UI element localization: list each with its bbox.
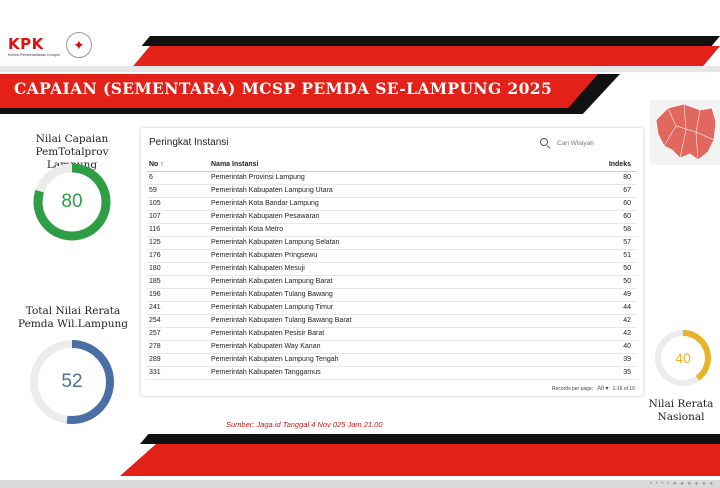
footer-red-stripe — [120, 444, 720, 476]
cell-name: Pemerintah Kabupaten Tulang Bawang Barat — [211, 314, 577, 327]
page-title: CAPAIAN (SEMENTARA) MCSP PEMDA SE-LAMPUNG 2025 — [14, 79, 553, 98]
cell-name: Pemerintah Kabupaten Pesawaran — [211, 210, 577, 223]
table-row[interactable] — [147, 171, 637, 184]
table-row[interactable] — [147, 301, 637, 314]
cell-no: 185 — [147, 275, 211, 288]
kpi-rerata-gauge — [28, 338, 116, 426]
cell-name: Pemerintah Kota Metro — [211, 223, 577, 236]
cell-name: Pemerintah Kota Bandar Lampung — [211, 197, 577, 210]
kpi-prov-gauge — [32, 162, 112, 242]
cell-index: 50 — [577, 262, 637, 275]
records-range: 1-16 of 16 — [612, 385, 635, 392]
cell-index: 50 — [577, 275, 637, 288]
cell-no: 105 — [147, 197, 211, 210]
cell-no: 107 — [147, 210, 211, 223]
cell-index: 51 — [577, 249, 637, 262]
kpk-logo — [8, 36, 92, 58]
cell-index: 39 — [577, 353, 637, 366]
cell-index: 42 — [577, 314, 637, 327]
cell-index: 44 — [577, 301, 637, 314]
column-header-name[interactable]: Nama Instansi — [211, 159, 577, 171]
cell-no: 278 — [147, 340, 211, 353]
table-row[interactable] — [147, 314, 637, 327]
search-box[interactable] — [539, 135, 635, 151]
table-row[interactable] — [147, 366, 637, 379]
cell-index: 42 — [577, 327, 637, 340]
cell-name: Pemerintah Kabupaten Mesuji — [211, 262, 577, 275]
cell-no: 176 — [147, 249, 211, 262]
cell-index: 57 — [577, 236, 637, 249]
pagination-dots: • • • • ● ● ● ● ● ● — [649, 481, 714, 487]
cell-no: 116 — [147, 223, 211, 236]
kpi-nasional-label: Nilai Rerata Nasional — [648, 398, 714, 423]
kpi-nasional-gauge — [653, 328, 713, 388]
caret-down-icon: ▾ — [605, 386, 609, 392]
table-row[interactable] — [147, 223, 637, 236]
table-row[interactable] — [147, 275, 637, 288]
cell-name: Pemerintah Kabupaten Pringsewu — [211, 249, 577, 262]
header-black-stripe — [142, 36, 720, 46]
ranking-table-card — [141, 128, 643, 396]
kpi-prov-label: Nilai Capaian PemTotalprov Lampung — [35, 133, 109, 171]
cell-no: 180 — [147, 262, 211, 275]
table-row[interactable] — [147, 197, 637, 210]
records-per-page-select[interactable] — [597, 385, 608, 392]
header-gray-stripe — [0, 66, 720, 72]
kpk-logo-subtext: Komisi Pemberantasan Korupsi — [8, 53, 60, 57]
cell-name: Pemerintah Kabupaten Tanggamus — [211, 366, 577, 379]
cell-name: Pemerintah Kabupaten Lampung Selatan — [211, 236, 577, 249]
table-row[interactable] — [147, 210, 637, 223]
cell-index: 60 — [577, 197, 637, 210]
kpk-logo-text: KPK — [8, 35, 44, 53]
records-per-page-value: All — [597, 386, 604, 392]
table-row[interactable] — [147, 288, 637, 301]
kpi-prov-value: 80 — [61, 191, 83, 212]
kpi-nasional-value: 40 — [675, 350, 691, 366]
cell-name: Pemerintah Kabupaten Lampung Timur — [211, 301, 577, 314]
cell-index: 80 — [577, 171, 637, 184]
column-header-index[interactable]: Indeks — [577, 159, 637, 171]
cell-index: 49 — [577, 288, 637, 301]
search-input[interactable] — [557, 140, 627, 147]
pagination — [552, 385, 635, 392]
cell-name: Pemerintah Kabupaten Way Kanan — [211, 340, 577, 353]
cell-index: 58 — [577, 223, 637, 236]
column-header-no[interactable]: No ↑ — [147, 159, 211, 171]
table-row[interactable] — [147, 262, 637, 275]
cell-name: Pemerintah Kabupaten Lampung Tengah — [211, 353, 577, 366]
cell-name: Pemerintah Provinsi Lampung — [211, 171, 577, 184]
lampung-map-icon — [650, 100, 720, 165]
cell-index: 60 — [577, 210, 637, 223]
cell-name: Pemerintah Kabupaten Lampung Utara — [211, 184, 577, 197]
kpi-rerata-value: 52 — [61, 371, 83, 392]
cell-no: 196 — [147, 288, 211, 301]
footer-black-stripe — [140, 434, 720, 444]
cell-index: 40 — [577, 340, 637, 353]
table-header-row — [147, 159, 637, 171]
cell-no: 257 — [147, 327, 211, 340]
header-red-stripe — [133, 46, 720, 66]
kpk-emblem-icon: ✦ — [66, 32, 92, 58]
cell-no: 6 — [147, 171, 211, 184]
cell-no: 254 — [147, 314, 211, 327]
ranking-table — [147, 159, 637, 380]
kpi-rerata-label: Total Nilai Rerata Pemda Wil.Lampung — [18, 305, 128, 330]
cell-no: 331 — [147, 366, 211, 379]
table-row[interactable] — [147, 184, 637, 197]
table-title: Peringkat Instansi — [149, 137, 229, 148]
table-row[interactable] — [147, 236, 637, 249]
table-row[interactable] — [147, 353, 637, 366]
table-row[interactable] — [147, 249, 637, 262]
cell-name: Pemerintah Kabupaten Pesisir Barat — [211, 327, 577, 340]
source-note: Sumber: Jaga.id Tanggal 4 Nov 025 Jam 21.00 — [226, 420, 383, 429]
table-row[interactable] — [147, 340, 637, 353]
cell-name: Pemerintah Kabupaten Lampung Barat — [211, 275, 577, 288]
search-icon[interactable] — [539, 137, 551, 149]
cell-index: 35 — [577, 366, 637, 379]
cell-no: 241 — [147, 301, 211, 314]
records-per-page-label: Records per page: — [551, 385, 594, 392]
table-row[interactable] — [147, 327, 637, 340]
cell-no: 125 — [147, 236, 211, 249]
cell-no: 289 — [147, 353, 211, 366]
cell-name: Pemerintah Kabupaten Tulang Bawang — [211, 288, 577, 301]
cell-no: 59 — [147, 184, 211, 197]
table-body — [147, 171, 637, 379]
cell-index: 67 — [577, 184, 637, 197]
